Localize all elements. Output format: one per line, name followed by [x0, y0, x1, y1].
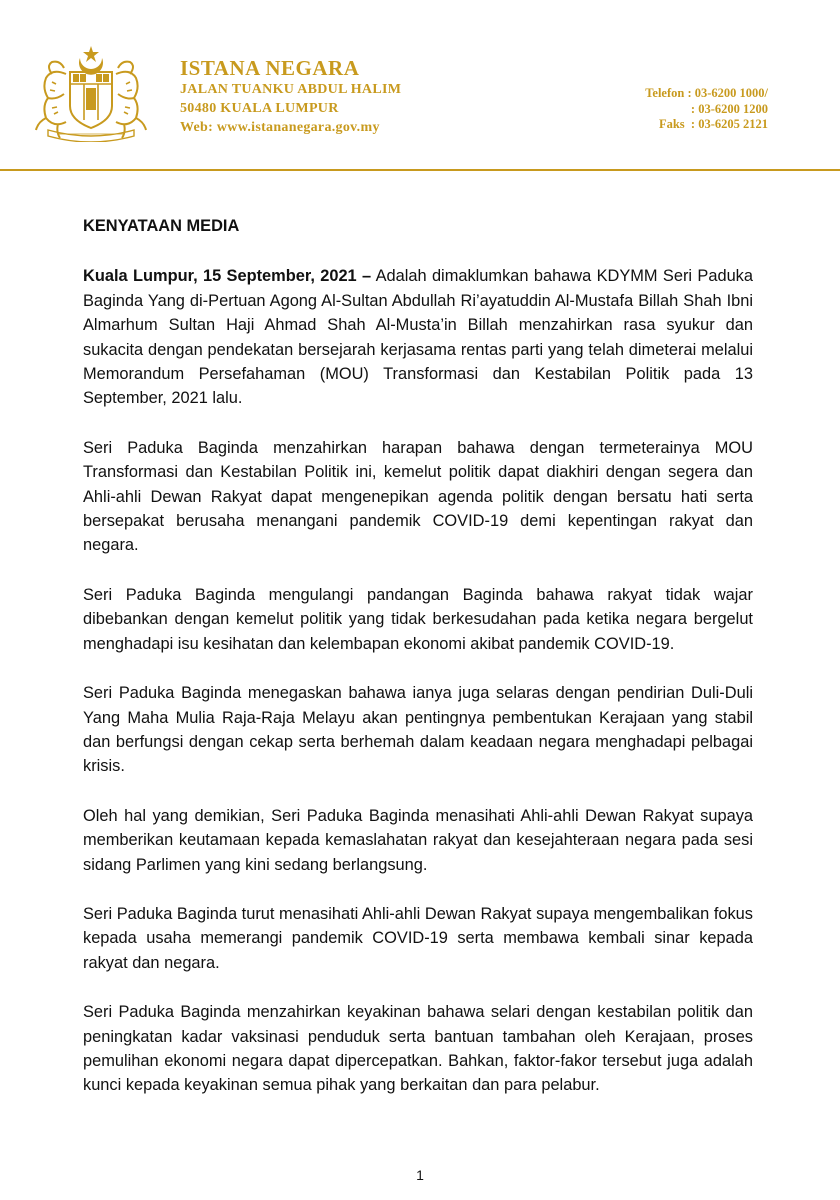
organization-name: ISTANA NEGARA	[180, 56, 360, 80]
dateline: Kuala Lumpur, 15 September, 2021 –	[83, 267, 372, 286]
coat-of-arms-icon	[28, 44, 154, 142]
organization-block	[180, 56, 401, 137]
lead-paragraph	[83, 264, 753, 410]
contact-details: Telefon : 03-6200 1000/ : 03-6200 1200 Faks : 03-6205 2121	[645, 86, 768, 131]
address-line-1: JALAN TUANKU ABDUL HALIM	[180, 82, 402, 97]
address-line-2: 50480 KUALA LUMPUR	[180, 101, 339, 116]
body-paragraph: Seri Paduka Baginda menegaskan bahawa ianya juga selaras dengan pendirian Duli-Duli Yang Maha Mulia Raja-Raja Melayu akan pentingnya pembentukan Kerajaan yang stabil dan berfungsi dengan cekap serta berhemah dalam keadaan negara menghadapi pelbagai krisis.	[83, 684, 753, 776]
body-paragraph: Oleh hal yang demikian, Seri Paduka Baginda menasihati Ahli-ahli Dewan Rakyat supaya memberikan keutamaan kepada kemaslahatan rakyat dan kesejahteraan negara pada sesi sidang Parlimen yang kini sedang berlangsung.	[83, 806, 753, 874]
header-divider	[0, 169, 840, 171]
website: Web: www.istananegara.gov.my	[180, 120, 380, 135]
body-paragraph: Seri Paduka Baginda mengulangi pandangan Baginda bahawa rakyat tidak wajar dibebankan dengan kemelut politik yang tidak berkesudahan pada ketika negara bergelut menghadapi isu kesihatan dan kelembapan ekonomi akibat pandemik COVID-19.	[83, 585, 753, 653]
letterhead	[0, 0, 840, 172]
body-paragraph: Seri Paduka Baginda menzahirkan keyakinan bahawa selari dengan kestabilan politik dan peningkatan kadar vaksinasi penduduk serta bantuan tambahan oleh Kerajaan, proses pemulihan ekonomi negara dapat dipercepatkan. Bahkan, faktor-fakor tersebut juga adalah kunci kepada keyakinan semua pihak yang berkaitan dan para pelabur.	[83, 1003, 753, 1095]
body-paragraph: Seri Paduka Baginda menzahirkan harapan bahawa dengan termeterainya MOU Transformasi dan Kestabilan Politik ini, kemelut politik dapat diakhiri dengan segera dan Ahli-ahli Dewan Rakyat dapat mengenepikan agenda politik dengan bersatu hati serta bersepakat berusaha menangani pandemik COVID-19 demi kepentingan rakyat dan negara.	[83, 438, 753, 555]
document-heading: KENYATAAN MEDIA	[83, 217, 240, 235]
body-paragraph: Seri Paduka Baginda turut menasihati Ahli-ahli Dewan Rakyat supaya mengembalikan fokus kepada usaha memerangi pandemik COVID-19 serta membawa kembali sinar kepada rakyat dan negara.	[83, 904, 753, 972]
lead-text: Adalah dimaklumkan bahawa KDYMM Seri Paduka Baginda Yang di-Pertuan Agong Al-Sultan Abdullah Ri’ayatuddin Al-Mustafa Billah Shah Ibni Almarhum Sultan Haji Ahmad Shah Al-Musta’in Billah menzahirkan rasa syukur dan sukacita dengan pendekatan bersejarah kerjasama rentas parti yang telah dimeterai melalui Memorandum Persefahaman (MOU) Transformasi dan Kestabilan Politik pada 13 September, 2021 lalu.	[83, 267, 753, 408]
document-body	[83, 214, 753, 1123]
page-number: 1	[416, 1167, 424, 1183]
